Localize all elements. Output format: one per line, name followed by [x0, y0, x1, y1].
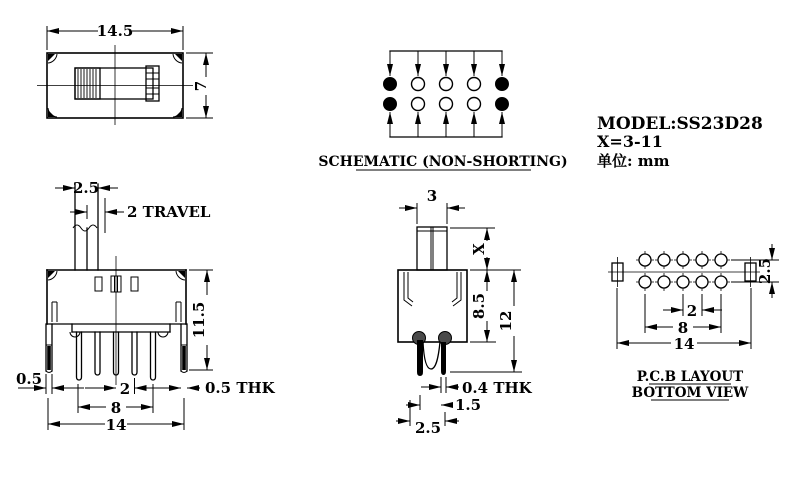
terminal-filled [384, 98, 397, 111]
terminal-filled [496, 78, 509, 91]
dim-label-3: 3 [426, 187, 438, 205]
dim-label-2-5: 2.5 [72, 179, 100, 197]
x-range-label: X=3-11 [597, 132, 663, 151]
terminal-filled [496, 98, 509, 111]
dim-label-14-5: 14.5 [96, 22, 134, 40]
terminal-open [440, 78, 453, 91]
schematic-caption: SCHEMATIC (NON-SHORTING) [318, 154, 568, 170]
pcb-caption-line2: BOTTOM VIEW [631, 385, 749, 401]
dim-label-0-5-thk: 0.5 THK [205, 379, 275, 397]
model-label: MODEL:SS23D28 [597, 114, 763, 134]
dim-label-11-5: 11.5 [190, 301, 208, 339]
dim-label-7: 7 [192, 80, 210, 92]
dim-label-12: 12 [497, 310, 515, 332]
dim-label-8-pcb: 8 [677, 319, 689, 337]
dim-label-0-5-left: 0.5 [15, 370, 43, 388]
dim-label-2-pcb: 2 [686, 302, 698, 320]
dim-label-1-5: 1.5 [455, 396, 482, 414]
dim-label-2-5-pcb: 2.5 [756, 257, 774, 285]
terminal-open [412, 98, 425, 111]
terminal-filled [384, 78, 397, 91]
dim-label-14: 14 [105, 416, 127, 434]
unit-label: 单位: mm [597, 152, 670, 170]
terminal-open [468, 78, 481, 91]
pcb-caption-line1: P.C.B LAYOUT [636, 369, 744, 385]
terminal-open [412, 78, 425, 91]
dim-label-2-5-side: 2.5 [414, 419, 442, 437]
dim-label-travel: 2 TRAVEL [127, 203, 211, 221]
dim-label-x: X [470, 243, 488, 255]
terminal-open [468, 98, 481, 111]
dim-label-8-5: 8.5 [470, 292, 488, 320]
dim-label-0-4-thk: 0.4 THK [462, 379, 532, 397]
dim-label-14-pcb: 14 [673, 335, 695, 353]
slider-knob-serrations [78, 69, 96, 98]
dim-label-2: 2 [119, 380, 131, 398]
dim-label-8: 8 [110, 399, 122, 417]
terminal-open [440, 98, 453, 111]
